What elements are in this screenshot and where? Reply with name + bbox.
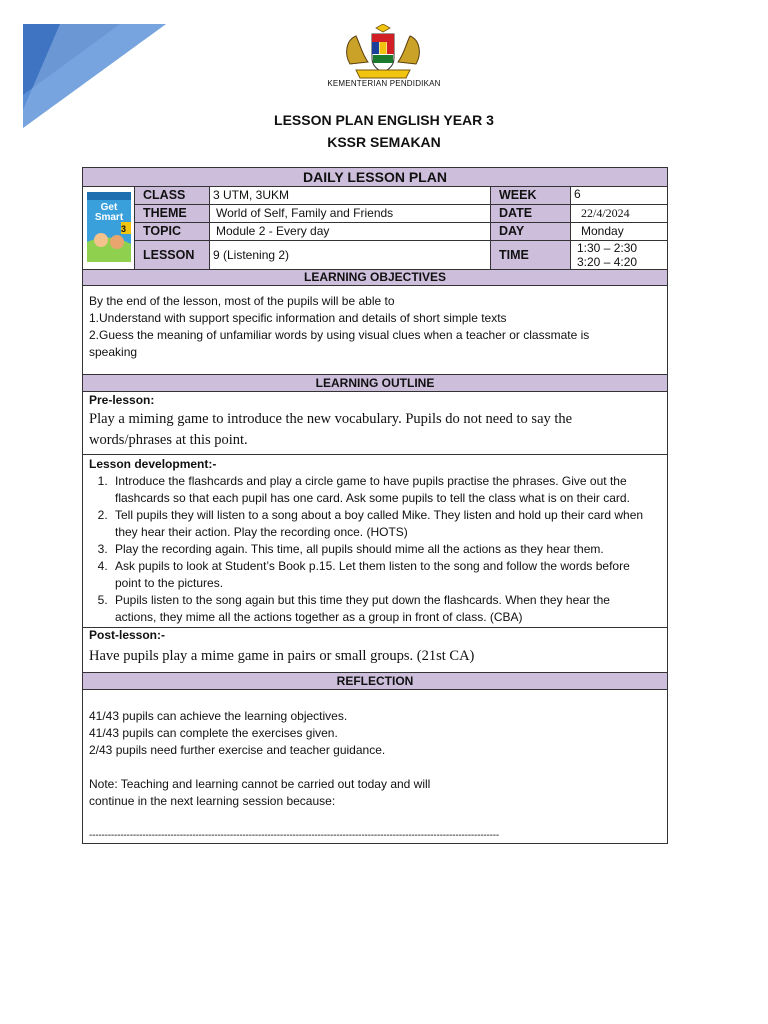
time-label: TIME (491, 241, 571, 270)
lesson-label: LESSON (135, 241, 210, 270)
post-lesson-label: Post-lesson:- (89, 628, 166, 642)
theme-label: THEME (135, 205, 210, 223)
date-value: 22/4/2024 (571, 205, 667, 223)
info-grid (83, 187, 667, 270)
list-item: 1. Introduce the flashcards and play a circle game to have pupils practise the phrases. Give out the flashcards so that each pupil has one card. Ask some pupils to tell the class what is on their card. (111, 473, 651, 507)
class-label: CLASS (135, 187, 210, 205)
divider (83, 454, 667, 455)
pre-lesson-text: Play a miming game to introduce the new vocabulary. Pupils do not need to say the (89, 411, 573, 427)
lesson-value: 9 (Listening 2) (210, 241, 491, 270)
objectives-intro: By the end of the lesson, most of the pupils will be able to (89, 294, 395, 308)
coat-of-arms-icon (340, 24, 426, 80)
day-label: DAY (491, 223, 571, 241)
week-value: 6 (571, 187, 667, 205)
lesson-development-label: Lesson development:- (89, 457, 217, 471)
learning-objectives-heading: LEARNING OBJECTIVES (83, 269, 667, 286)
reflection-heading: REFLECTION (83, 672, 667, 690)
page-subtitle: KSSR SEMAKAN (327, 134, 441, 150)
book-cover-title: Get Smart (94, 202, 124, 223)
learning-outline-heading: LEARNING OUTLINE (83, 374, 667, 392)
pre-lesson-label: Pre-lesson: (89, 393, 155, 407)
daily-lesson-plan-heading: DAILY LESSON PLAN (83, 168, 667, 187)
week-label: WEEK (491, 187, 571, 205)
reflection-note: Note: Teaching and learning cannot be carried out today and will (89, 777, 431, 791)
time-slot-1: 1:30 – 2:30 (577, 241, 638, 255)
time-slot-2: 3:20 – 4:20 (577, 255, 638, 269)
list-item: 3. Play the recording again. This time, all pupils should mime all the actions as they hear them. (111, 541, 651, 558)
pre-lesson-text-continued: words/phrases at this point. (89, 432, 248, 448)
pre-lesson-section (83, 392, 667, 451)
objective-2-continued: speaking (89, 345, 138, 359)
class-value: 3 UTM, 3UKM (210, 187, 491, 205)
corner-triangle-decoration (0, 0, 170, 130)
topic-value: Module 2 - Every day (210, 223, 491, 241)
list-item: 2. Tell pupils they will listen to a song about a boy called Mike. They listen and hold up their card when they hear their action. Play the recording once. (HOTS) (111, 507, 651, 541)
reflection-dash-line: ----------------------------------------------------------------------------------------------------------------------------------- (89, 830, 500, 841)
lesson-development-section (83, 456, 667, 626)
reflection-line-1: 41/43 pupils can achieve the learning objectives. (89, 709, 348, 723)
reflection-line-2: 41/43 pupils can complete the exercises given. (89, 726, 338, 740)
post-lesson-text: Have pupils play a mime game in pairs or small groups. (21st CA) (89, 648, 475, 664)
lesson-plan-table (82, 167, 668, 844)
learning-objectives-content (83, 293, 667, 361)
post-lesson-section (83, 627, 667, 667)
theme-value: World of Self, Family and Friends (210, 205, 491, 223)
date-label: DATE (491, 205, 571, 223)
book-number: 3 (121, 224, 127, 234)
day-value: Monday (571, 223, 667, 241)
reflection-note-continued: continue in the next learning session because: (89, 794, 336, 808)
time-value (571, 241, 667, 270)
reflection-line-3: 2/43 pupils need further exercise and teacher guidance. (89, 743, 386, 757)
reflection-content (83, 708, 667, 844)
page-title: LESSON PLAN ENGLISH YEAR 3 (274, 112, 494, 128)
book-cover-cell (83, 187, 135, 270)
ministry-name: KEMENTERIAN PENDIDIKAN (327, 79, 441, 88)
lesson-development-list (89, 473, 651, 626)
objective-2: 2.Guess the meaning of unfamiliar words by using visual clues when a teacher or classmate is (89, 328, 590, 342)
list-item: 5. Pupils listen to the song again but this time they put down the flashcards. When they hear the actions, they mime all the actions together as a group in front of class. (CBA) (111, 592, 651, 626)
list-item: 4. Ask pupils to look at Student’s Book p.15. Let them listen to the song and follow the words before point to the pictures. (111, 558, 651, 592)
topic-label: TOPIC (135, 223, 210, 241)
objective-1: 1.Understand with support specific information and details of short simple texts (89, 311, 507, 325)
